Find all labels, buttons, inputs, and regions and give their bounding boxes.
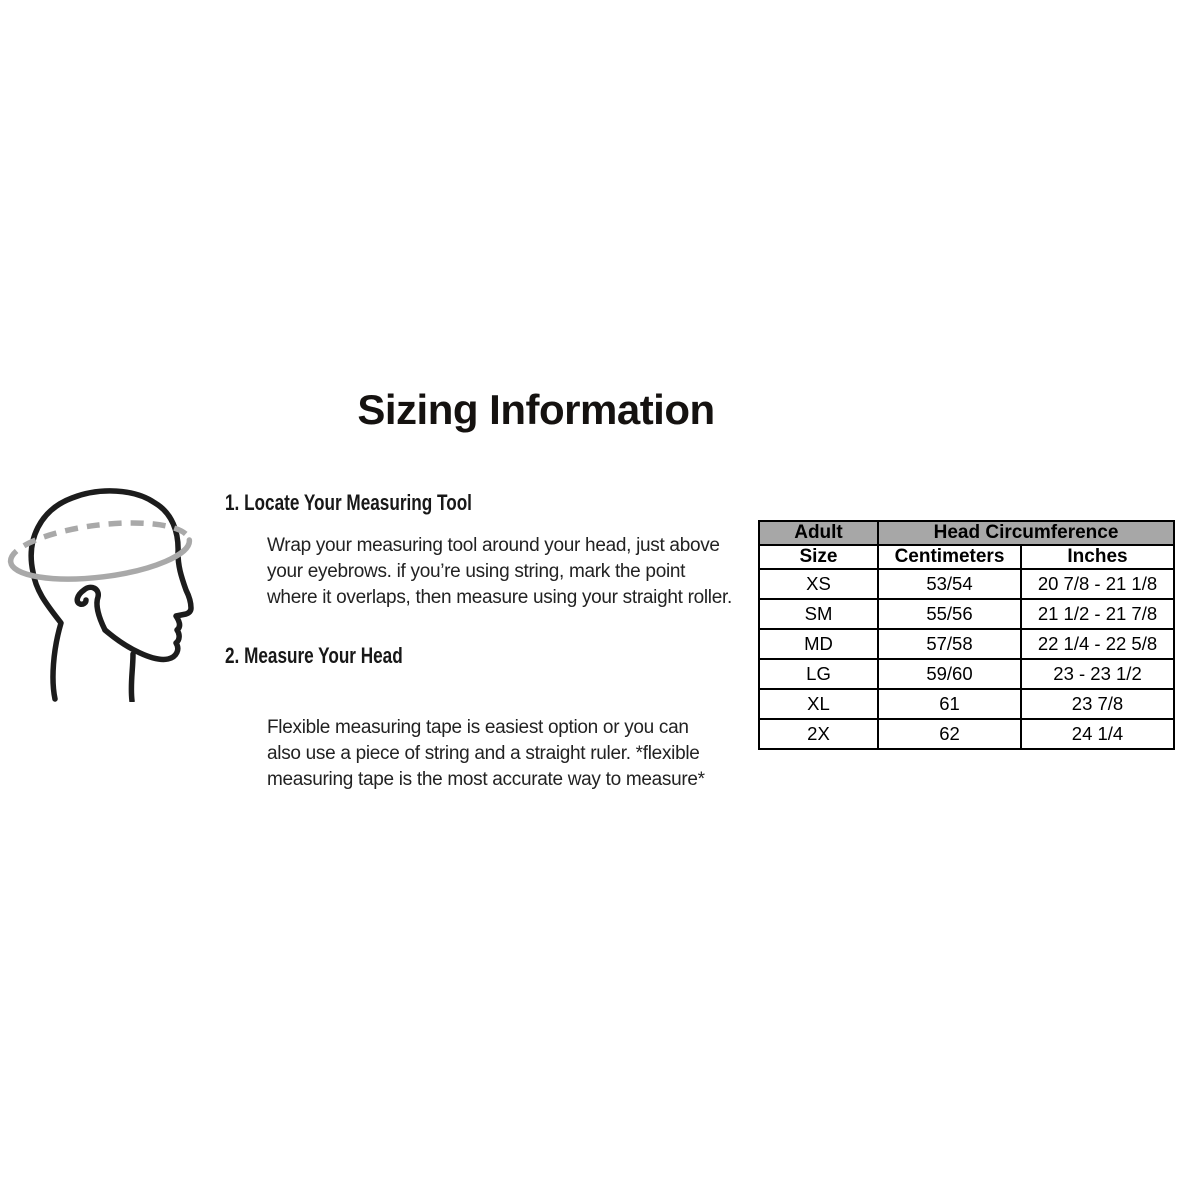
text-line: where it overlaps, then measure using your straight roller. xyxy=(267,587,732,608)
ear-outline xyxy=(77,587,105,630)
text-line: also use a piece of string and a straight ruler. *flexible xyxy=(267,743,700,764)
step-2-heading: 2. Measure Your Head xyxy=(225,643,403,668)
column-header-size: Size xyxy=(759,545,878,569)
table-row xyxy=(759,569,1174,599)
text-line: Flexible measuring tape is easiest option or you can xyxy=(267,717,689,738)
text-line: measuring tape is the most accurate way to measure* xyxy=(267,769,705,790)
table-row xyxy=(759,719,1174,749)
table-group-header-row xyxy=(759,521,1174,545)
measuring-band-solid xyxy=(11,540,193,588)
inches-cell: 22 1/4 - 22 5/8 xyxy=(1021,629,1174,659)
head-profile-illustration xyxy=(6,484,208,702)
inches-cell: 24 1/4 xyxy=(1021,719,1174,749)
size-cell: SM xyxy=(759,599,878,629)
centimeters-cell: 59/60 xyxy=(878,659,1021,689)
group-header-adult: Adult xyxy=(759,521,878,545)
inches-cell: 20 7/8 - 21 1/8 xyxy=(1021,569,1174,599)
neck-line xyxy=(131,654,133,701)
table-row xyxy=(759,629,1174,659)
centimeters-cell: 62 xyxy=(878,719,1021,749)
step-1-text xyxy=(267,533,732,611)
group-header-head-circumference: Head Circumference xyxy=(878,521,1174,545)
centimeters-cell: 55/56 xyxy=(878,599,1021,629)
step-1-heading: 1. Locate Your Measuring Tool xyxy=(225,490,472,515)
size-cell: XL xyxy=(759,689,878,719)
size-cell: 2X xyxy=(759,719,878,749)
text-line: Wrap your measuring tool around your head, just above xyxy=(267,535,720,556)
step-2-text xyxy=(267,715,705,793)
size-cell: MD xyxy=(759,629,878,659)
column-header-inches: Inches xyxy=(1021,545,1174,569)
table-row xyxy=(759,659,1174,689)
column-header-centimeters: Centimeters xyxy=(878,545,1021,569)
table-column-header-row xyxy=(759,545,1174,569)
size-cell: XS xyxy=(759,569,878,599)
inches-cell: 23 7/8 xyxy=(1021,689,1174,719)
centimeters-cell: 53/54 xyxy=(878,569,1021,599)
inches-cell: 21 1/2 - 21 7/8 xyxy=(1021,599,1174,629)
size-cell: LG xyxy=(759,659,878,689)
table-row xyxy=(759,599,1174,629)
centimeters-cell: 61 xyxy=(878,689,1021,719)
centimeters-cell: 57/58 xyxy=(878,629,1021,659)
table-row xyxy=(759,689,1174,719)
size-chart-table xyxy=(758,520,1175,750)
page-title: Sizing Information xyxy=(357,386,715,433)
inches-cell: 23 - 23 1/2 xyxy=(1021,659,1174,689)
text-line: your eyebrows. if you’re using string, mark the point xyxy=(267,561,686,582)
measuring-band-dashed xyxy=(8,514,190,562)
